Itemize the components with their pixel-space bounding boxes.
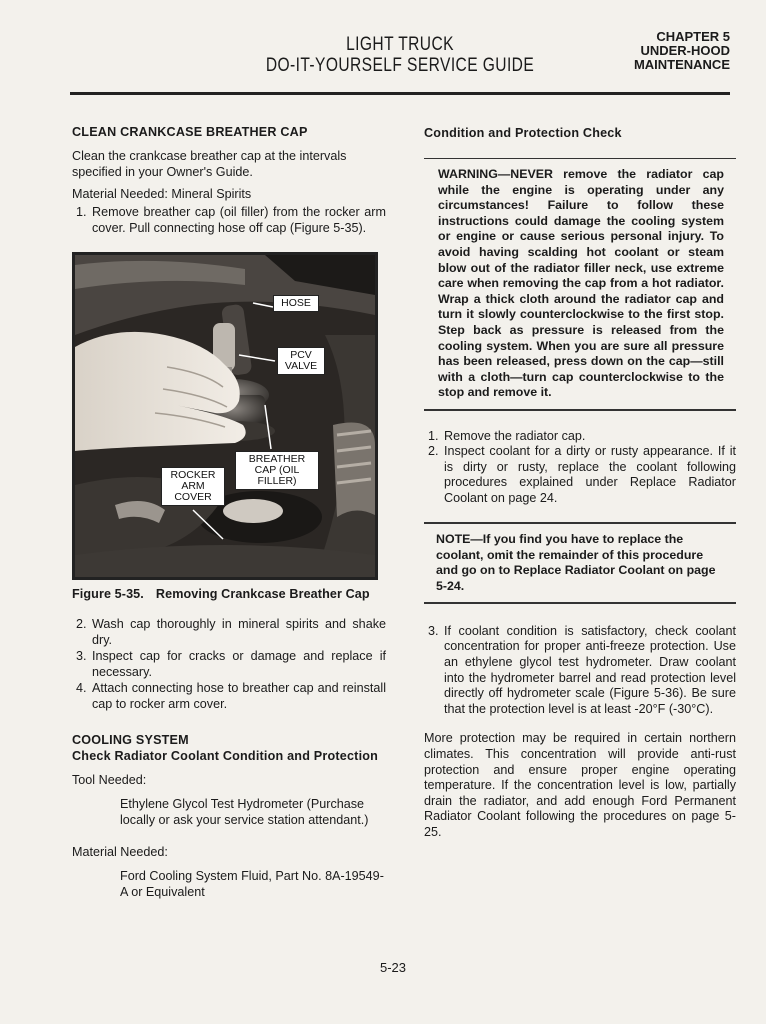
figure-caption-text: Removing Crankcase Breather Cap [155,587,370,601]
step-text: Remove breather cap (oil filler) from the rocker arm cover. Pull connecting hose off cap (Figure 5-35). [92,205,386,235]
note-bottom-rule [424,602,736,604]
figure-number: Figure 5-35. [72,587,144,601]
step-text: Inspect coolant for a dirty or rusty appearance. If it is dirty or rusty, replace the coolant following procedures explained under Replace Radiator Coolant on page 24. [444,444,736,505]
warning-box: WARNING—NEVER remove the radiator cap while the engine is operating under any circumstances! Failure to follow these instructions could damage the cooling system or engine or cause serious personal injury. To avoid having scalding hot coolant or steam blow out of the radiator filler neck, use extreme care when removing the cap from a hot radiator. Wrap a thick cloth around the radiator cap and turn it slowly counterclockwise to the first stop. Step back as pressure is released from the cooling system. When you are sure all pressure has been released, press down on the cap—still with a cloth—turn cap counterclockwise to the stop and remove it. [438,167,724,400]
list-item [424,444,736,506]
breather-cap-intro: Clean the crankcase breather cap at the intervals specified in your Owner's Guide. [72,149,347,179]
step-text: If coolant condition is satisfactory, check coolant concentration for proper anti-freeze protection. Use an ethylene glycol test hydrometer. Draw coolant into the hydrometer barrel and read protection level directly off hydrometer scale (Figure 5-36). Be sure that the protection level is at least -20°F (-30°C). [444,623,736,716]
callout-pcv-valve: PCV VALVE [277,347,325,375]
list-item [424,429,736,445]
cooling-system-heading: COOLING SYSTEM [72,733,189,747]
step-number: 2. [428,444,439,459]
step-text: Remove the radiator cap. [444,428,586,443]
breather-cap-heading: CLEAN CRANKCASE BREATHER CAP [72,125,308,139]
coolant-steps-list-b [424,624,736,718]
step-text: Inspect cap for cracks or damage and replace if necessary. [92,649,386,679]
chapter-label [634,30,730,72]
tool-needed-text: Ethylene Glycol Test Hydrometer (Purchase locally or ask your service station attendant.) [120,797,369,827]
callout-rocker-arm-cover: ROCKER ARM COVER [161,467,225,506]
step-number: 3. [76,649,87,663]
step-number: 3. [428,623,439,638]
tool-needed-label: Tool Needed: [72,773,147,787]
warning-bottom-rule [424,409,736,411]
header-title-line1: LIGHT TRUCK [346,34,454,55]
list-item [72,648,386,680]
figure-5-35-photo [72,252,378,580]
step-number: 4. [76,681,87,695]
step-number: 1. [428,428,439,443]
list-item [72,204,386,236]
right-column [424,126,736,841]
step-text: Wash cap thoroughly in mineral spirits and shake dry. [92,617,386,647]
list-item [424,624,736,718]
list-item [72,680,386,712]
material-needed-label: Material Needed: [72,845,168,859]
engine-photo-illustration [75,255,375,577]
closing-paragraph: More protection may be required in certain northern climates. This concentration will provide anti-rust protection and ensure proper engine operating temperature. If the concentration level is low, partially drain the radiator, and add enough Ford Permanent Radiator Coolant following the procedures on page 5-25. [424,731,736,839]
figure-caption [72,586,386,602]
callout-breather-cap: BREATHER CAP (OIL FILLER) [235,451,319,490]
material-needed-text: Ford Cooling System Fluid, Part No. 8A-19549-A or Equivalent [120,869,384,899]
step-number: 2. [76,617,87,631]
step-number: 1. [76,205,87,219]
chapter-name-line2: MAINTENANCE [633,57,730,72]
step-text: Attach connecting hose to breather cap and reinstall cap to rocker arm cover. [92,681,386,711]
check-radiator-coolant-heading: Check Radiator Coolant Condition and Protection [72,749,379,763]
callout-hose: HOSE [273,295,319,312]
chapter-number: CHAPTER 5 [656,29,730,44]
note-box: NOTE—If you find you have to replace the coolant, omit the remainder of this procedure and go on to Replace Radiator Coolant on page 5-24. [436,531,716,593]
material-needed-mineral-spirits: Material Needed: Mineral Spirits [72,187,252,201]
chapter-name-line1: UNDER-HOOD [640,43,730,58]
left-column [72,124,386,900]
header-divider [70,92,730,95]
coolant-steps-list-a [424,429,736,507]
list-item [72,616,386,648]
breather-steps-list-a [72,204,386,236]
condition-protection-heading: Condition and Protection Check [424,126,622,140]
page-number: 5-23 [380,960,407,975]
breather-steps-list-b [72,616,386,712]
header-title-line2: DO-IT-YOURSELF SERVICE GUIDE [265,55,535,76]
